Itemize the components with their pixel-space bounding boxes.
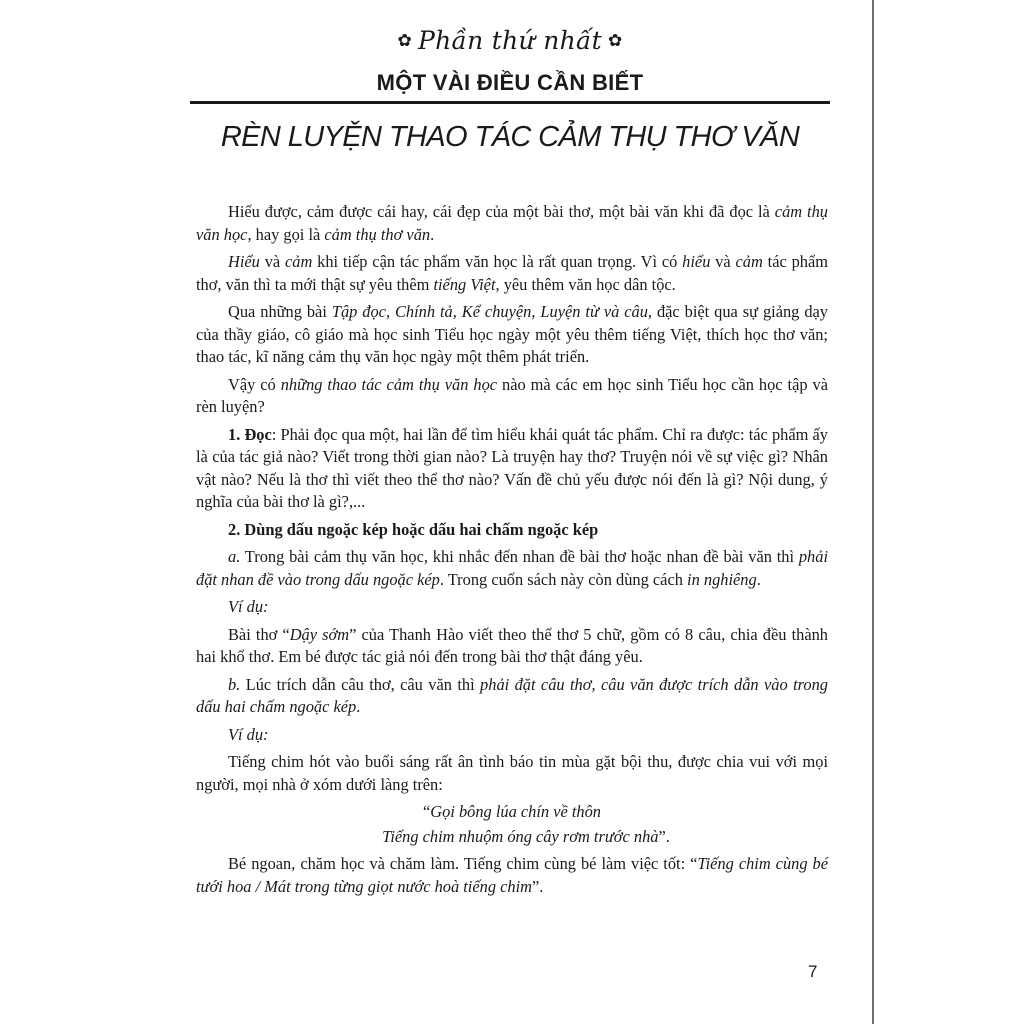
flower-ornament-left-icon: ✿ <box>397 31 413 51</box>
body-text <box>196 201 828 903</box>
paragraph: b. Lúc trích dẫn câu thơ, câu văn thì phải đặt câu thơ, câu văn được trích dẫn vào trong dấu hai chấm ngoặc kép. <box>196 674 828 716</box>
chapter-title: MỘT VÀI ĐIỀU CẦN BIẾT <box>376 70 644 95</box>
header-rule <box>190 101 830 104</box>
page-number: 7 <box>808 962 818 981</box>
section-title: RÈN LUYỆN THAO TÁC CẢM THỤ THƠ VĂN <box>220 121 800 153</box>
page-edge-divider <box>872 0 874 1024</box>
paragraph: 1. Đọc: Phải đọc qua một, hai lần để tìm hiểu khái quát tác phẩm. Chỉ ra được: tác phẩm ấy là của tác giả nào? Viết trong thời gian nào? Là truyện hay thơ? Truyện nói về sự việc gì? Nhân vật nào? Nếu là thơ thì viết theo thể thơ nào? Vấn đề chủ yếu được nói đến là gì? Nội dung, ý nghĩa của bài thơ là gì?,... <box>196 424 828 511</box>
paragraph: a. Trong bài cảm thụ văn học, khi nhắc đến nhan đề bài thơ hoặc nhan đề bài văn thì phải đặt nhan đề vào trong dấu ngoặc kép. Trong cuốn sách này còn dùng cách in nghiêng. <box>196 547 828 589</box>
paragraph: Hiểu và cảm khi tiếp cận tác phẩm văn học là rất quan trọng. Vì có hiểu và cảm tác phẩm thơ, văn thì ta mới thật sự yêu thêm tiếng Việt, yêu thêm văn học dân tộc. <box>196 252 829 294</box>
paragraph: Bé ngoan, chăm học và chăm làm. Tiếng chim cùng bé làm việc tốt: “Tiếng chim cùng bé tưới hoa / Mát trong từng giọt nước hoà tiếng chim”. <box>196 854 828 896</box>
part-heading <box>190 26 830 55</box>
poem-line: “Gọi bông lúa chín về thôn <box>423 802 601 821</box>
poem-line: Tiếng chim nhuộm óng cây rơm trước nhà”. <box>382 826 670 846</box>
paragraph: Tiếng chim hót vào buổi sáng rất ân tình báo tin mùa gặt bội thu, được chia vui với mọi người, mọi nhà ở xóm dưới làng trên: <box>196 752 828 794</box>
paragraph: Qua những bài Tập đọc, Chính tả, Kể chuyện, Luyện từ và câu, đặc biệt qua sự giảng dạy của thầy giáo, cô giáo mà học sinh Tiểu học ngày một yêu thêm tiếng Việt, thích học thơ văn; thao tác, kĩ năng cảm thụ văn học ngày một thêm phát triển. <box>196 302 828 366</box>
part-label: Phần thứ nhất <box>418 26 602 55</box>
flower-ornament-right-icon: ✿ <box>607 31 623 51</box>
paragraph: Vậy có những thao tác cảm thụ văn học nào mà các em học sinh Tiểu học cần học tập và rèn luyện? <box>196 374 828 416</box>
subheading: 2. Dùng dấu ngoặc kép hoặc dấu hai chấm ngoặc kép <box>228 519 599 539</box>
paragraph: Bài thơ “Dậy sớm” của Thanh Hào viết theo thể thơ 5 chữ, gồm có 8 câu, chia đều thành hai khổ thơ. Em bé được tác giả nói đến trong bài thơ thật đáng yêu. <box>196 624 828 666</box>
paragraph: Hiểu được, cảm được cái hay, cái đẹp của một bài thơ, một bài văn khi đã đọc là cảm thụ văn học, hay gọi là cảm thụ thơ văn. <box>196 202 828 244</box>
example-label: Ví dụ: <box>228 597 269 616</box>
example-label: Ví dụ: <box>228 724 269 744</box>
